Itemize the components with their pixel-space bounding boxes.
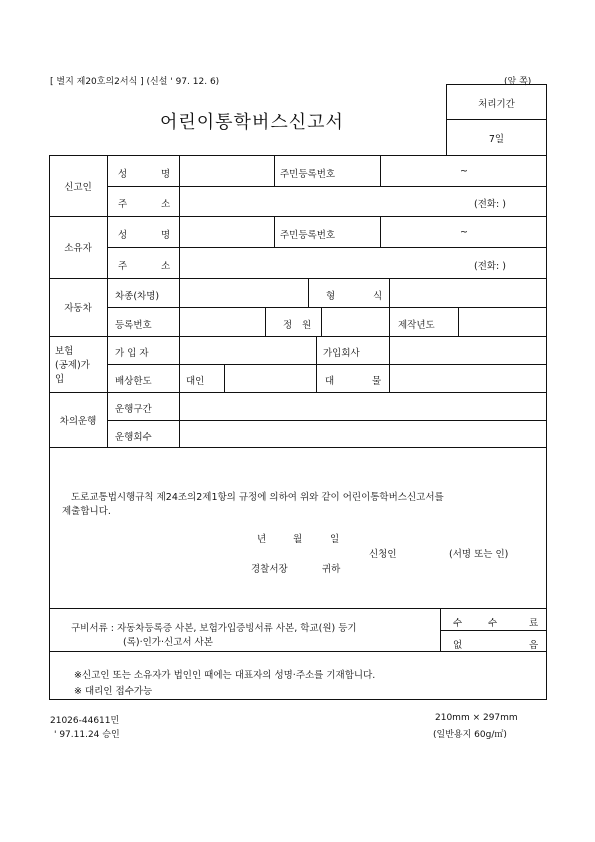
vehicle-model-field[interactable] <box>181 280 307 306</box>
owner-address-label-1: 주 <box>118 261 128 272</box>
applicant-phone[interactable]: (전화: ) <box>474 199 506 210</box>
insurance-limit-label: 배상한도 <box>115 376 152 387</box>
vehicle-capacity-label-2: 원 <box>302 320 312 331</box>
insurance-section-label-3: 입 <box>55 374 65 385</box>
statement-line-2: 제출합니다. <box>62 506 111 517</box>
vehicle-year-field[interactable] <box>460 309 545 335</box>
fee-value-1: 없 <box>453 640 463 651</box>
page-side: (앞 쪽) <box>504 77 532 87</box>
operation-route-field[interactable] <box>181 394 545 419</box>
owner-rrn-field[interactable]: ~ <box>460 227 468 238</box>
operation-count-field[interactable] <box>181 422 545 446</box>
insurance-subscriber-field[interactable] <box>181 338 315 363</box>
vehicle-type-field[interactable] <box>391 280 545 306</box>
owner-address-label-2: 소 <box>161 261 171 272</box>
vehicle-model-label: 차종(차명) <box>115 291 160 302</box>
insurance-per-person-field[interactable] <box>226 366 315 391</box>
applicant-name-label-2: 명 <box>161 169 171 180</box>
insurance-section-label-2: (공제)가 <box>55 360 90 371</box>
police-chief-label: 경찰서장 <box>251 564 288 575</box>
vehicle-type-label-2: 식 <box>373 291 383 302</box>
processing-label: 처리기간 <box>478 99 515 110</box>
applicant-rrn-field[interactable]: ~ <box>460 166 468 177</box>
document-title: 어린이통학버스신고서 <box>160 112 344 133</box>
insurance-per-object-label-1: 대 <box>325 376 335 387</box>
insurance-company-label: 가입회사 <box>323 348 360 359</box>
owner-name-label-1: 성 <box>118 230 128 241</box>
insurance-per-object-field[interactable] <box>391 366 545 391</box>
operation-section-label: 차의운행 <box>59 415 97 427</box>
processing-box <box>446 84 547 156</box>
owner-address-field[interactable] <box>181 249 461 277</box>
vehicle-registration-field[interactable] <box>181 309 264 335</box>
insurance-company-field[interactable] <box>391 338 545 363</box>
owner-name-field[interactable] <box>181 218 273 246</box>
applicant-section-label: 신고인 <box>64 181 92 193</box>
statement-line-1: 도로교통법시행규칙 제24조의2제1항의 규정에 의하여 위와 같이 어린이통학버스신고서를 <box>71 492 444 503</box>
vehicle-type-label-1: 형 <box>326 291 336 302</box>
vehicle-registration-label: 등록번호 <box>115 320 152 331</box>
signature-note: (서명 또는 인) <box>449 549 509 560</box>
vehicle-capacity-label-1: 정 <box>283 320 293 331</box>
vehicle-section-label: 자동차 <box>64 303 92 314</box>
applicant-signature-label: 신청인 <box>369 549 397 560</box>
insurance-section-label-1: 보험 <box>55 346 74 357</box>
approval-date: ' 97.11.24 승인 <box>54 730 120 740</box>
paper-size: 210mm × 297mm <box>435 713 518 723</box>
form-reference: [ 별지 제20호의2서식 ] (신설 ' 97. 12. 6) <box>50 77 220 87</box>
insurance-subscriber-label: 가 입 자 <box>115 348 149 359</box>
applicant-address-label-2: 소 <box>161 199 171 210</box>
paper-type: (일반용지 60g/㎡) <box>433 730 507 740</box>
required-documents-line-1: 구비서류 : 자동차등록증 사본, 보험가입증빙서류 사본, 학교(원) 등기 <box>71 623 357 634</box>
applicant-address-field[interactable] <box>181 188 461 215</box>
fee-label-3: 료 <box>529 618 539 629</box>
owner-name-label-2: 명 <box>161 230 171 241</box>
form-code: 21026-44611민 <box>50 716 120 726</box>
note-corporate: ※신고인 또는 소유자가 법인인 때에는 대표자의 성명·주소를 기재합니다. <box>74 670 376 681</box>
applicant-name-label-1: 성 <box>118 169 128 180</box>
owner-phone[interactable]: (전화: ) <box>474 261 506 272</box>
owner-rrn-label: 주민등록번호 <box>280 230 336 241</box>
date-day-label: 일 <box>330 534 340 545</box>
addressee-label: 귀하 <box>322 564 341 575</box>
fee-value-2: 음 <box>529 640 539 651</box>
applicant-rrn-label: 주민등록번호 <box>280 169 336 180</box>
note-proxy: ※ 대리인 접수가능 <box>74 686 153 697</box>
insurance-per-person-label: 대인 <box>186 376 205 387</box>
date-year-label: 년 <box>257 534 267 545</box>
vehicle-capacity-field[interactable] <box>323 309 388 335</box>
processing-value: 7일 <box>488 134 505 145</box>
vehicle-year-label: 제작년도 <box>398 320 435 331</box>
fee-label-2: 수 <box>488 618 498 629</box>
fee-label-1: 수 <box>453 618 463 629</box>
operation-count-label: 운행회수 <box>115 432 152 443</box>
operation-route-label: 운행구간 <box>115 404 152 415</box>
applicant-name-field[interactable] <box>181 157 273 185</box>
date-month-label: 월 <box>293 534 303 545</box>
insurance-per-object-label-2: 물 <box>372 376 382 387</box>
applicant-address-label-1: 주 <box>118 199 128 210</box>
required-documents-line-2: (록)·인가·신고서 사본 <box>123 637 213 648</box>
owner-section-label: 소유자 <box>64 243 92 254</box>
